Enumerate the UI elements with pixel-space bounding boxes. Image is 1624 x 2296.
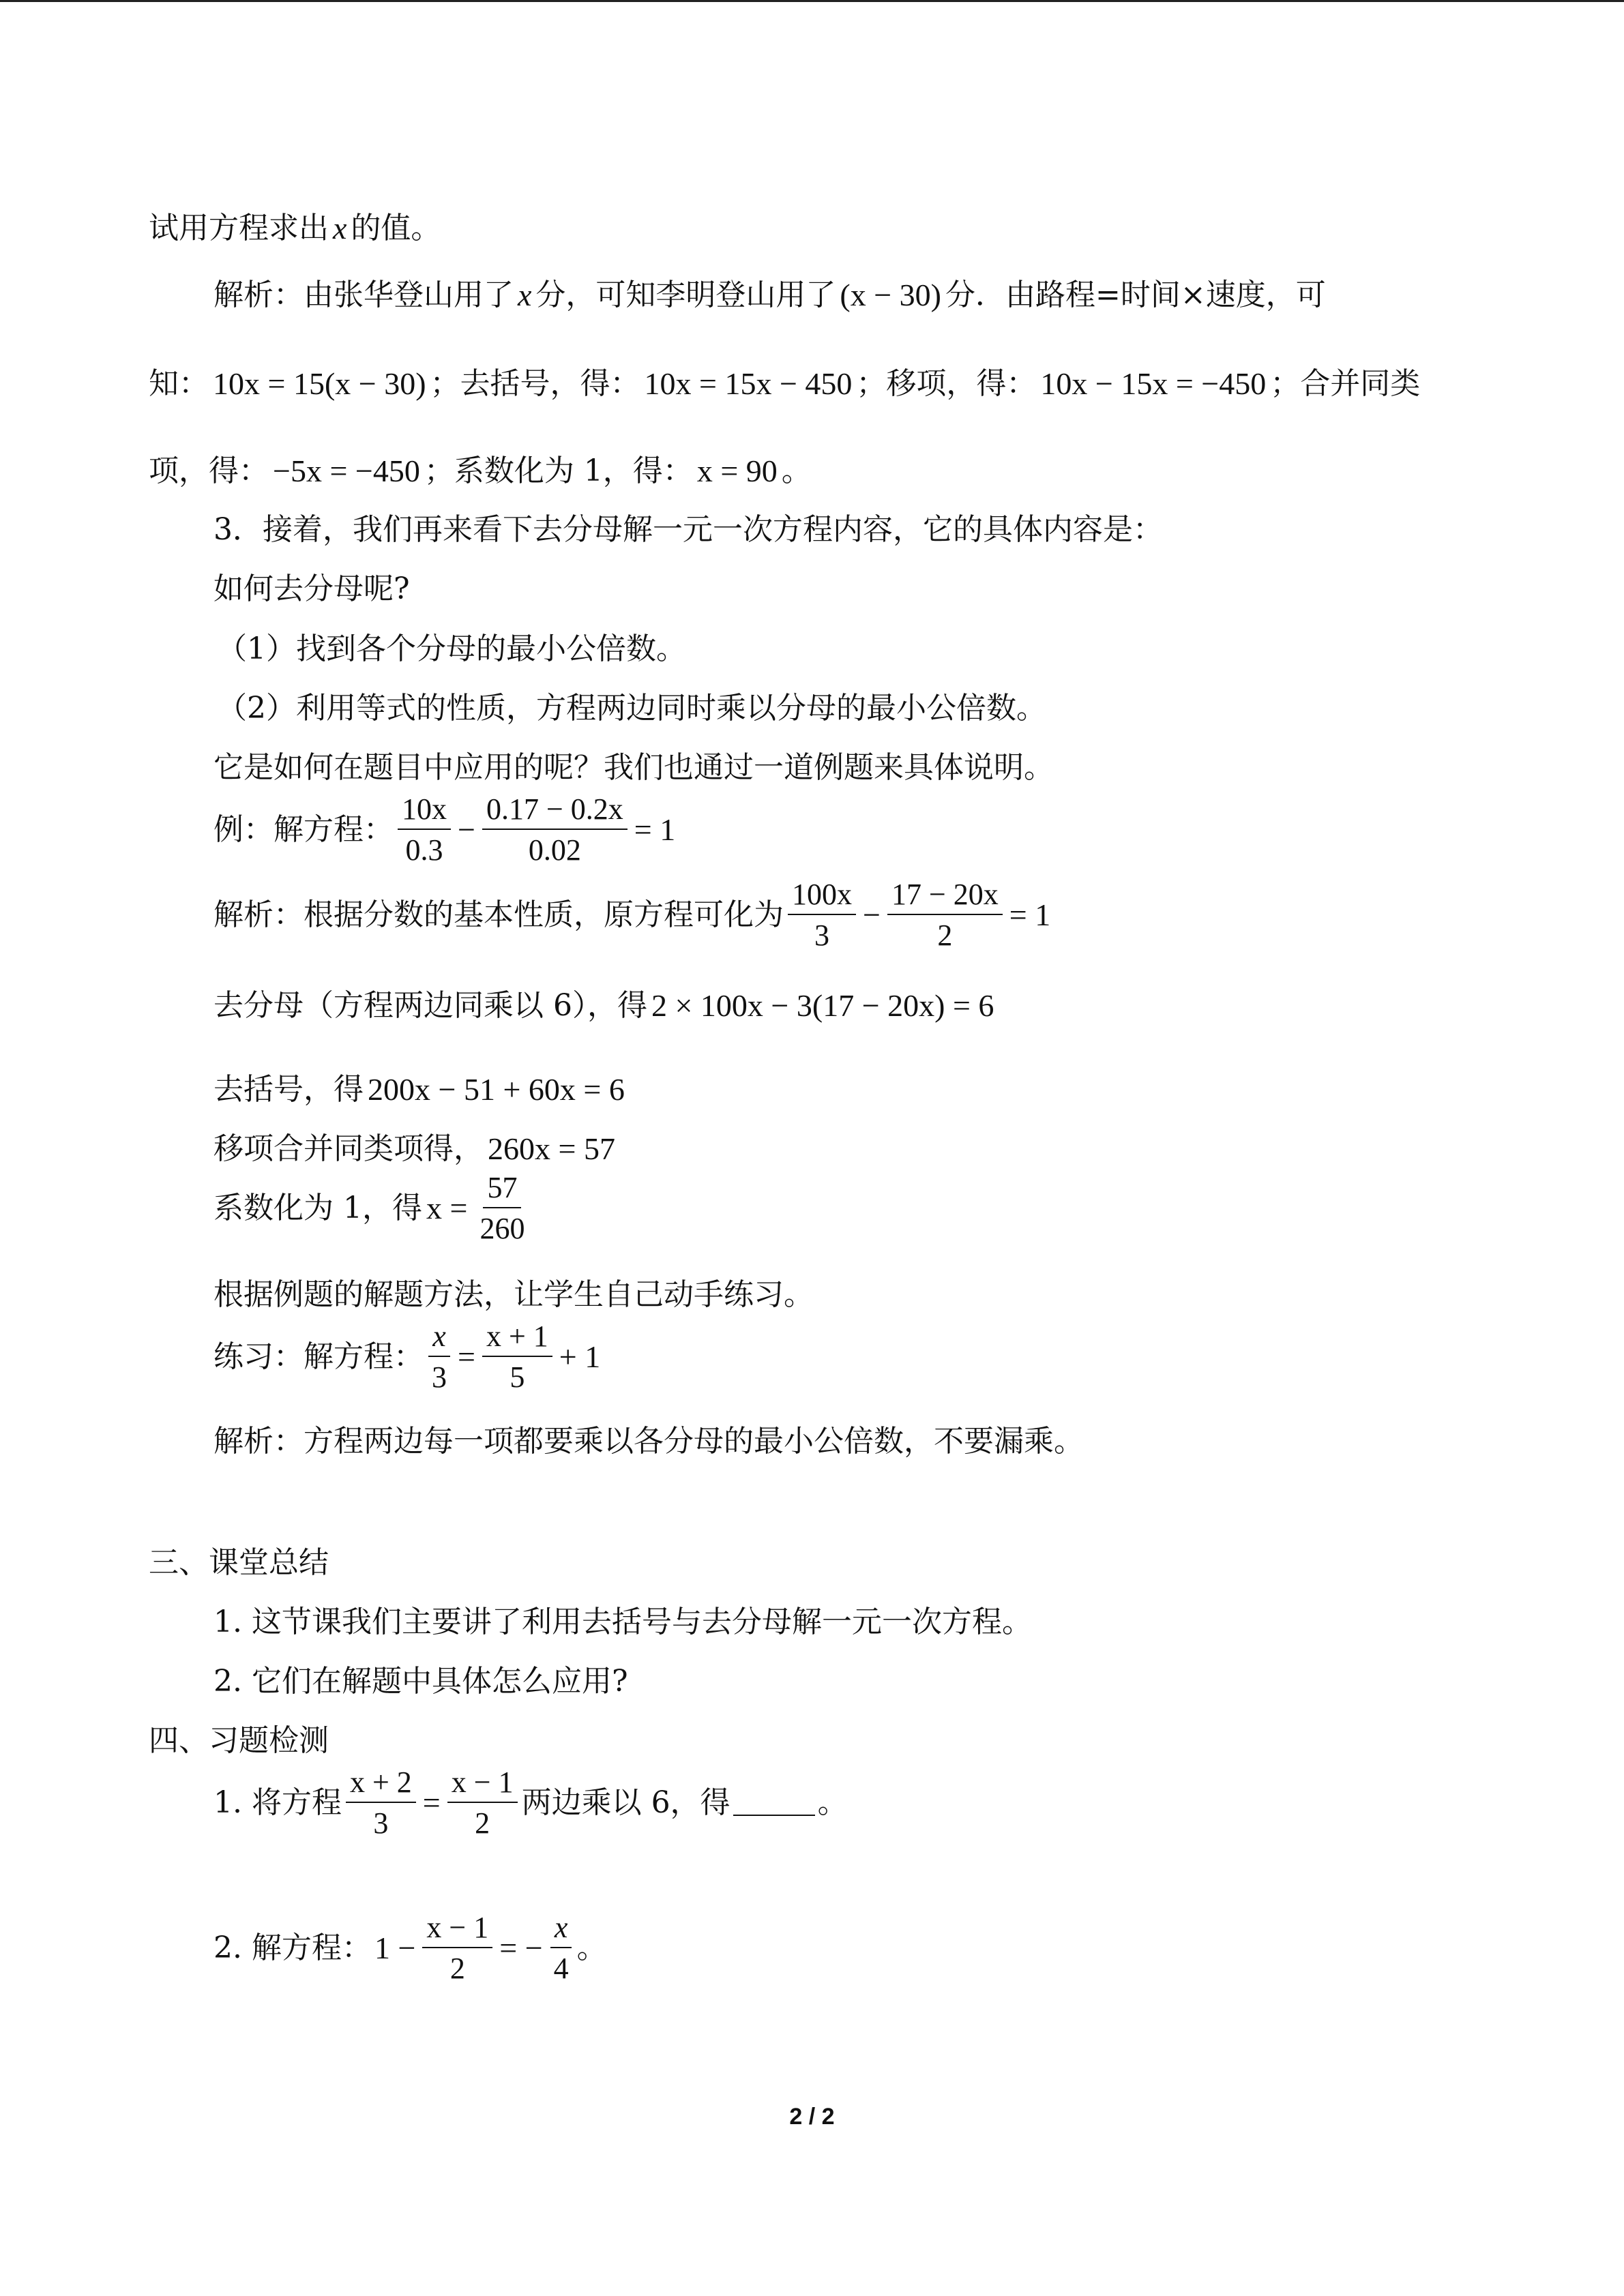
text-line-7: （1）找到各个分母的最小公倍数。 <box>217 631 686 666</box>
denominator: 0.02 <box>528 833 581 867</box>
math-var-x: x <box>333 211 347 245</box>
text: 分．由路程=时间×速度，可 <box>945 278 1326 312</box>
text: 试用方程求出 <box>149 211 329 245</box>
exercise-2 <box>213 1913 607 1984</box>
equals-sign: = <box>458 1339 475 1374</box>
text-line-2 <box>213 280 1326 311</box>
math-eq-1: 10x = 15(x − 30) <box>213 366 426 401</box>
section-heading-exercises: 四、习题检测 <box>149 1723 329 1758</box>
text-line-5: 3．接着，我们再来看下去分母解一元一次方程内容，它的具体内容是： <box>213 512 1163 547</box>
step-line-3 <box>213 1133 619 1165</box>
denominator: 2 <box>475 1806 490 1840</box>
numerator: 17 − 20x <box>887 880 1003 915</box>
text-line-4 <box>149 453 812 488</box>
fraction <box>346 1765 416 1840</box>
example-line <box>213 794 678 865</box>
analysis-line <box>213 880 1053 951</box>
tail: + 1 <box>559 1339 601 1374</box>
denominator: 2 <box>937 919 953 952</box>
denominator: 260 <box>479 1212 525 1245</box>
rhs: = 1 <box>634 812 676 847</box>
denominator: 2 <box>449 1952 465 1985</box>
top-border <box>0 0 1624 2</box>
text-line-6: 如何去分母呢? <box>213 571 410 606</box>
denominator: 0.3 <box>405 833 443 867</box>
denominator: 4 <box>553 1952 569 1985</box>
fraction <box>398 794 451 865</box>
step-line-1 <box>213 990 998 1022</box>
denominator: 3 <box>373 1806 389 1840</box>
answer-blank[interactable] <box>733 1790 815 1816</box>
math-eq-5: x = 90 <box>696 453 778 488</box>
text: 。 <box>781 453 812 488</box>
text: 练习：解方程： <box>213 1339 424 1374</box>
numerator: 100x <box>788 880 856 915</box>
section-heading-summary: 三、课堂总结 <box>149 1545 329 1580</box>
text: 的值。 <box>351 211 441 245</box>
text: 2. 解方程： <box>213 1930 372 1965</box>
text: ；移项，得： <box>856 366 1037 401</box>
denominator: 5 <box>510 1360 525 1394</box>
text: 例：解方程： <box>213 812 394 847</box>
text: 移项合并同类项得， <box>213 1131 484 1166</box>
denominator: 3 <box>432 1360 447 1394</box>
summary-item-2: 2. 它们在解题中具体怎么应用? <box>213 1664 628 1699</box>
math-eq-4: −5x = −450 <box>273 453 420 488</box>
fraction <box>482 1322 552 1392</box>
text: ；去括号，得： <box>430 366 640 401</box>
equals-minus: = − <box>499 1930 543 1965</box>
math-step: 260x = 57 <box>488 1131 615 1166</box>
numerator: x − 1 <box>447 1768 518 1803</box>
text: ；系数化为 1，得： <box>424 453 693 488</box>
text: 1. 将方程 <box>213 1785 342 1820</box>
numerator: x − 1 <box>422 1913 492 1948</box>
fraction <box>447 1765 518 1840</box>
math-step: x = <box>426 1191 468 1225</box>
text-line-18: 解析：方程两边每一项都要乘以各分母的最小公倍数，不要漏乘。 <box>213 1424 1084 1459</box>
text: 项，得： <box>149 453 269 488</box>
numerator: x <box>550 1913 572 1948</box>
math-step: 2 × 100x − 3(17 − 20x) = 6 <box>651 988 994 1023</box>
text: 去括号，得 <box>213 1072 364 1107</box>
text-line-16: 根据例题的解题方法，让学生自己动手练习。 <box>213 1277 814 1312</box>
exercise-1 <box>213 1765 848 1840</box>
numerator: x + 1 <box>482 1322 552 1357</box>
numerator: x <box>428 1322 450 1357</box>
summary-item-1: 1. 这节课我们主要讲了利用去括号与去分母解一元一次方程。 <box>213 1605 1032 1639</box>
math-expr: (x − 30) <box>840 278 942 312</box>
text: 解析：由张华登山用了 <box>213 278 514 312</box>
fraction <box>482 794 628 865</box>
lhs: 1 − <box>374 1930 416 1965</box>
text-line-1 <box>149 213 441 244</box>
numerator: 10x <box>398 794 451 830</box>
equals-sign: = <box>422 1785 441 1820</box>
fraction <box>428 1322 451 1392</box>
text: 系数化为 1，得 <box>213 1191 422 1225</box>
minus-sign: − <box>458 812 475 847</box>
numerator: 0.17 − 0.2x <box>482 794 628 830</box>
step-line-2 <box>213 1074 629 1105</box>
step-line-4 <box>213 1173 533 1244</box>
denominator: 3 <box>814 919 829 952</box>
text-line-8: （2）利用等式的性质，方程两边同时乘以分母的最小公倍数。 <box>217 691 1046 726</box>
text: 。 <box>817 1785 848 1820</box>
numerator: 57 <box>483 1173 521 1208</box>
practice-line <box>213 1322 603 1392</box>
text: 知： <box>149 366 209 401</box>
text-line-9: 它是如何在题目中应用的呢？我们也通过一道例题来具体说明。 <box>213 750 1054 785</box>
text: 去分母（方程两边同乘以 6），得 <box>213 988 647 1023</box>
fraction <box>422 1913 492 1984</box>
math-eq-3: 10x − 15x = −450 <box>1040 366 1267 401</box>
fraction <box>475 1173 529 1244</box>
rhs: = 1 <box>1009 897 1051 932</box>
text-line-3 <box>149 368 1420 400</box>
text: 两边乘以 6，得 <box>521 1785 730 1820</box>
minus-sign: − <box>863 897 881 932</box>
math-step: 200x − 51 + 60x = 6 <box>368 1072 625 1107</box>
numerator: x + 2 <box>346 1768 416 1803</box>
fraction <box>550 1913 573 1984</box>
text: 分，可知李明登山用了 <box>535 278 836 312</box>
text: ；合并同类 <box>1270 366 1421 401</box>
page-number: 2 / 2 <box>789 2104 835 2130</box>
math-var-x: x <box>518 278 532 312</box>
fraction <box>788 880 856 951</box>
text: 。 <box>576 1930 607 1965</box>
fraction <box>887 880 1003 951</box>
text: 解析：根据分数的基本性质，原方程可化为 <box>213 897 784 932</box>
math-eq-2: 10x = 15x − 450 <box>644 366 853 401</box>
